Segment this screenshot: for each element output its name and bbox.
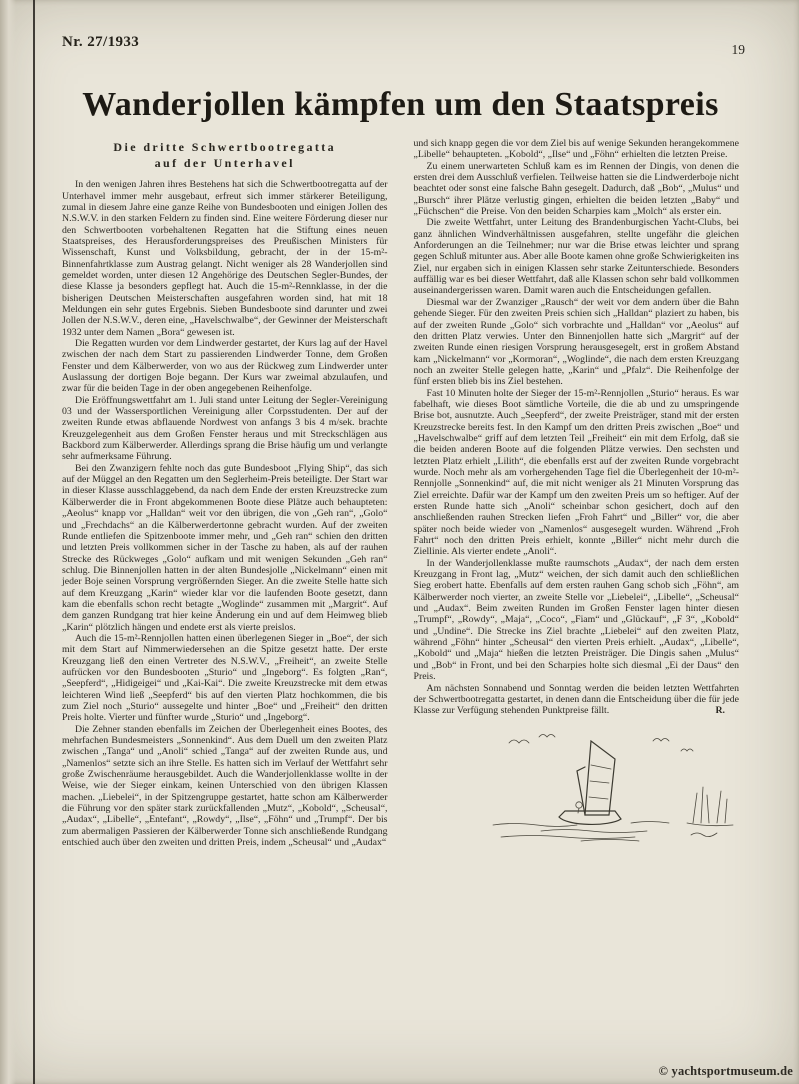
watermark: © yachtsportmuseum.de (658, 1064, 793, 1078)
paragraph: In der Wanderjollenklasse mußte raumschots „Audax“, der nach dem ersten Kreuzgang in Front lag, „Mutz“ weichen, der sich damit auch den schließlichen Sieg erobert hatte. Ebenfalls auf dem ersten rauhen Gang schob sich „Föhn“, am Kälberwerder noch vierter, an zweite Stelle vor „Liebelei“, „Libelle“, „Scheusal“ und „Audax“. Beim zweiten Runden im Großen Fenster lagen hinter diesen „Trumpf“, „Rowdy“, „Maja“, „Coco“, „Fiam“ und „Glückauf“, „F 3“, „Kobold“ und „Undine“. Die Strecke ins Ziel brachte „Liebelei“ auf den zweiten Platz, während „Föhn“ hinter „Scheusal“ den vierten Preis erhielt. „Audax“, „Libelle“, „Kobold“ und „Maja“ hießen die letzten Preisträger. Die Dingis sahen „Mulus“ und „Bob“ in Front, und bei den Scharpies holte sich diesmal „Ei der Daus“ den Preis. (413, 557, 739, 683)
paragraph: Auch die 15-m²-Rennjollen hatten einen überlegenen Sieger in „Boe“, der sich mit dem Start auf Nimmerwiedersehen an die Spitze gesetzt hatte. Der erste Kreuzgang ließ den einen Vertreter des N.S.W.V., „Freiheit“, an zweite Stelle aufrücken vor den Bundesbooten „Sturio“ und „Ingeborg“. Es folgten „Ran“, „Seepferd“, „Hidigeigei“ und „Kai-Kai“. Die zweite Kreuzstrecke mit dem etwas leichteren Wind ließ „Seepferd“ bis auf den vierten Platz hochkommen, die bis zum Ziel noch „Sturio“ aussegelte und hinter „Boe“ und „Freiheit“ den dritten Preis holte. Vierter und fünfter wurde „Sturio“ und „Ingeborg“. (62, 632, 388, 724)
page-number: 19 (731, 42, 745, 57)
sail (577, 741, 615, 815)
sailboat-illustration (481, 727, 739, 845)
subtitle-line-2: auf der Unterhavel (154, 155, 295, 170)
margin-rule (33, 0, 35, 1084)
paragraph: Zu einem unerwarteten Schluß kam es im Rennen der Dingis, von denen die ersten drei dem Ausschluß verfielen. Teilweise hatten sie die Lindwerderboje nicht beachtet oder sonst eine falsche Bahn gesegelt. Dadurch, daß „Bob“, „Mulus“ und „Bursch“ ihrer Plätze verlustig gingen, erhielten die beiden letzten „Baby“ und „Füchschen“ die Preise. Von den beiden Scharpies kam „Molch“ als erster ein. (413, 160, 739, 218)
hull (559, 801, 621, 824)
scan-left-edge (0, 0, 16, 1084)
artist-signature (691, 833, 717, 837)
paragraph: Diesmal war der Zwanziger „Rausch“ der weit vor dem andern über die Bahn gehende Sieger. Für den zweiten Preis schien sich „Halldan“ plaziert zu haben, bis auf der zweiten Runde „Golo“ sich vorbrachte und „Halldan“ vor „Aeolus“ auf den dritten Platz verwies. Unter den Binnenjollen hatte sich „Margrit“ auf der zweiten Runde einen riesigen Vorsprung herausgesegelt, erst in großem Abstand kam „Nickelmann“ vor „Kormoran“, „Woglinde“, die nach dem ersten Kreuzgang noch an zweiter Stelle gelegen hatte, „Karin“ und „Pfalz“. Die Reihenfolge der fünf ersten blieb bis ins Ziel bestehen. (413, 296, 739, 388)
closing-text: Am nächsten Sonnabend und Sonntag werden die beiden letzten Wettfahrten der Schwertbootregatta gestartet, in denen dann die Entscheidung über die für jede Klasse zur Verfügung stehenden Punktpreise fällt. (413, 682, 739, 717)
right-column (414, 138, 740, 1084)
paragraph: und sich knapp gegen die vor dem Ziel bis auf wenige Sekunden herangekommene „Libelle“ behaupteten. „Kobold“, „Ilse“ und „Föhn“ erhielten die letzten Preise. (413, 138, 739, 161)
paragraph: Bei den Zwanzigern fehlte noch das gute Bundesboot „Flying Ship“, das sich auf der Müggel an den Regatten um den Seglerheim-Preis beteiligte. Der Start war in dieser Klasse ausschlaggebend, da nach dem Ende der ersten Kreuzstrecke zum Kälberwerder die in Front abgekommenen Boote diese Plätze auch behaupteten: „Aeolus“ knapp vor „Halldan“ weit vor den übrigen, die von „Geh ran“, „Golo“ und „Frechdachs“ an die Kälberwerdertonne gebracht wurden. Auf der zweiten Runde entliefen die Spitzenboote immer mehr, und „Geh ran“ schien den dritten und letzten Preis vollkommen sicher in der Tasche zu haben, als auf der rauhen Strecke des Rückweges „Golo“ aufkam und mit wenigen Sekunden „Geh ran“ schlug. Die Binnenjollen hatten in der alten Bundesjolle „Nickelmann“ einen mit jeder Boje seinen Vorsprung vergrößernden Sieger. An die zweite Stelle hatte sich auf dem Kreuzgang „Karin“ wieder klar vor die laufenden Boote gesetzt, dann kam die ebenfalls schon recht betagte „Woglinde“ zusammen mit „Margrit“. Auf dem ganzen Rundgang trat hier keine Änderung ein und auf dem Heimweg blieb „Karin“ plötzlich hängen und endete erst als vierte preislos. (62, 462, 388, 633)
article-body (62, 138, 739, 1084)
paragraph: Die Zehner standen ebenfalls im Zeichen der Überlegenheit eines Bootes, des mehrfachen Bundesmeisters „Sonnenkind“. Aus dem Duell um den zweiten Platz zwischen „Tanga“ und „Anoli“ schied „Tanga“ auf der zweiten Runde aus, und „Namenlos“ setzte sich an ihre Stelle. Es hatten sich im Verlauf der Wettfahrt sehr große Zwischenräume herausgebildet. Auch die Wanderjollenklasse wollte in der Weise, wie der Sieger einkam, keinen Unterschied von den übrigen Klassen machen. „Liebelei“, in der Spitzengruppe gestartet, hatte schon am Kälberwerder die Führung vor den später stark zurückfallenden „Mutz“, „Kobold“, „Scheusal“, „Audax“, „Libelle“, „Entefant“, „Rowdy“, „Ilse“, „Föhn“ und „Trumpf“. Der bis zum abermaligen Passieren der Kälberwerder Tonne sich anschließende Rundgang entschied auch über den zweiten und dritten Preis, indem „Scheusal“ und „Audax“ (62, 723, 388, 849)
subtitle-line-1: Die dritte Schwertbootregatta (113, 140, 337, 154)
left-column (62, 138, 388, 1084)
paragraph (414, 683, 740, 717)
paragraph: Fast 10 Minuten holte der Sieger der 15-m²-Rennjollen „Sturio“ heraus. Es war fabelhaft, wie dieses Boot sämtliche Vorteile, die die ab und zu umspringende Brise bot, ausnutzte. Auch „Seepferd“, der zweite Preisträger, stand mit der ersten Kreuzstrecke bereits fest. In den Kampf um den dritten Preis zwischen „Boe“ und „Havelschwalbe“ griff auf dem letzten Teil „Freiheit“ ein mit dem Erfolg, daß sie die beiden anderen Boote auf die folgenden Plätze verwies. Den sechsten und letzten Platz erhielt „Lilith“, die ebenfalls erst auf der zweiten Runde vorgebracht wurde. Noch mehr als am vorhergehenden Tage fiel die Überlegenheit der 10-m²-Rennjolle „Sonnenkind“ auf, die mit nicht weniger als 21 Minuten Vorsprung das Ziel erreichte. Dafür war der Kampf um den zweiten Preis um so heftiger. Auf der ersten Runde hatte sich „Anoli“ scheinbar schon gesichert, doch auf den anschließenden rauhen Strecken liefen „Froh Fahrt“ und „Biller“ vor, die aber später noch beide wieder von „Namenlos“ ausgesegelt wurden. Während „Froh Fahrt“ noch den dritten Preis erhielt, konnte „Biller“ nicht mehr durch die Ziellinie. Als vierter endete „Anoli“. (413, 387, 739, 558)
author-initial: R. (715, 705, 725, 717)
paragraph: Die Eröffnungswettfahrt am 1. Juli stand unter Leitung der Segler-Vereinigung 03 und der Wassersportlichen Vereinigung aller Corpsstudenten. Der auf der zweiten Runde etwas abflauende Nordwest von anfangs 3 bis 4 m/sek. brachte Kreuzgelegenheit aus dem Großen Fenster heraus und mit Streckschlägen aus Backbord zum Kälberwerder. Allerdings sprang die Brise häufig um und verlangte sehr aufmerksame Führung. (62, 394, 388, 463)
paragraph: In den wenigen Jahren ihres Bestehens hat sich die Schwertbootregatta auf der Unterhavel immer mehr ausgebaut, erfreut sich immer stärkerer Beteiligung, zumal in diesem Jahre eine ganze Reihe von Bundesbooten und einigen Jollen des N.S.W.V. in den starken Feldern zu finden sind. Eine weitere Förderung dieser nur den Schwertbooten vorbehaltenen Regatten hat die Stiftung eines neuen Staatspreises, des Herausforderungspreises des Preußischen Ministers für Wissenschaft, Kunst und Volksbildung, gebracht, der in der 15-m²-Binnenfahrtklasse zum Austrag gelangt. Nicht weniger als 28 Wanderjollen sind gemeldet worden, unter diesen 12 Angehörige des Deutschen Segler-Bundes, der diese Klasse ja besonders gepflegt hat. Auch die 15-m²-Rennklasse, in der die bisherigen Deutschen Meisterschaften ausgefahren worden sind, hat mit 18 Meldungen ein sehr gutes Ergebnis. Sieben Bundesboote sind darunter und zwei Jollen der N.S.W.V., deren eine, „Havelschwalbe“, der Gewinner der Meisterschaft 1932 unter dem Namen „Bora“ gewesen ist. (62, 179, 388, 338)
article-subtitle (62, 140, 388, 171)
paragraph: Die zweite Wettfahrt, unter Leitung des Brandenburgischen Yacht-Clubs, bei ganz ähnlichen Windverhältnissen ausgefahren, stellte ungefähr die gleichen Anforderungen an die Teilnehmer; nur war die Brise etwas leichter und sprang gegen Schluß mitunter aus. Aber alle Boote kamen ohne große Schwierigkeiten ins Ziel, nur ergaben sich in einigen Klassen sehr starke Zeitunterschiede. Besonders auffällig war es bei dieser Wettfahrt, daß alle Klassen schon sehr bald vollkommen auseinandergerissen waren. Damit waren auch die Entscheidungen gefallen. (413, 217, 739, 297)
issue-number: Nr. 27/1933 (62, 34, 140, 50)
article-title: Wanderjollen kämpfen um den Staatspreis (82, 86, 719, 123)
paragraph: Die Regatten wurden vor dem Lindwerder gestartet, der Kurs lag auf der Havel zwischen der nach dem Start zu passierenden Lindwerder Tonne, dem Großen Fenster und dem Kälberwerder, von wo aus der Rückweg zum Lindwerder unter Auslassung der dortigen Boje begann. Der Kurs war zweimal abzulaufen, und zwar für die beiden Tage in der oben angegebenen Reihenfolge. (62, 338, 388, 395)
reeds (687, 787, 733, 826)
